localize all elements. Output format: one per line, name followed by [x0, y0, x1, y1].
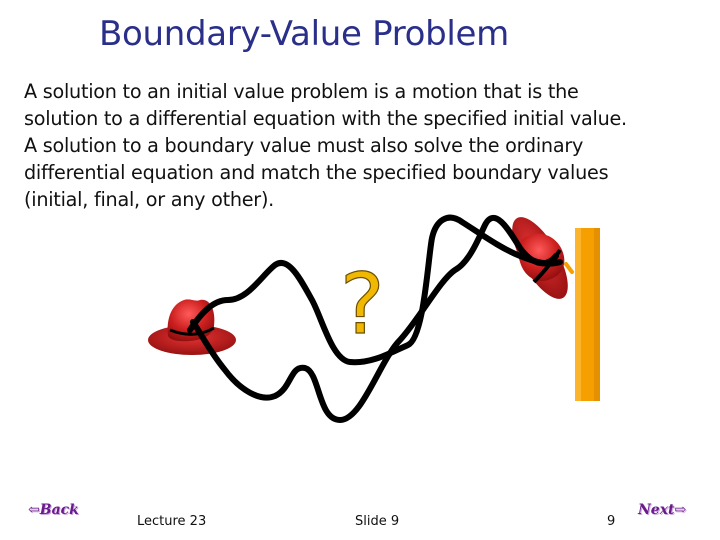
body-line: A solution to a boundary value must also solve the ordinary: [24, 134, 584, 157]
lecture-label: Lecture 23: [137, 514, 207, 529]
left-arrow-icon: ⇦: [28, 502, 40, 518]
slide-number-label: Slide 9: [355, 514, 400, 529]
body-line: differential equation and match the specified boundary values: [24, 161, 609, 184]
slide-title: Boundary-Value Problem: [99, 14, 509, 54]
right-arrow-icon: ⇨: [674, 502, 687, 518]
end-hat: [501, 209, 578, 307]
body-line: A solution to an initial value problem is a motion that is the: [24, 80, 579, 103]
body-line: solution to a differential equation with the specified initial value.: [24, 107, 627, 130]
next-button[interactable]: [638, 502, 686, 518]
page-number: 9: [607, 514, 616, 529]
orange-wall: [575, 228, 600, 401]
back-button-label: Back: [39, 502, 79, 518]
question-mark: ?: [340, 255, 385, 353]
next-button-label: Next: [638, 502, 675, 518]
spark-mark: [566, 264, 572, 272]
body-line: (initial, final, or any other).: [24, 188, 275, 211]
back-button[interactable]: [28, 502, 79, 518]
